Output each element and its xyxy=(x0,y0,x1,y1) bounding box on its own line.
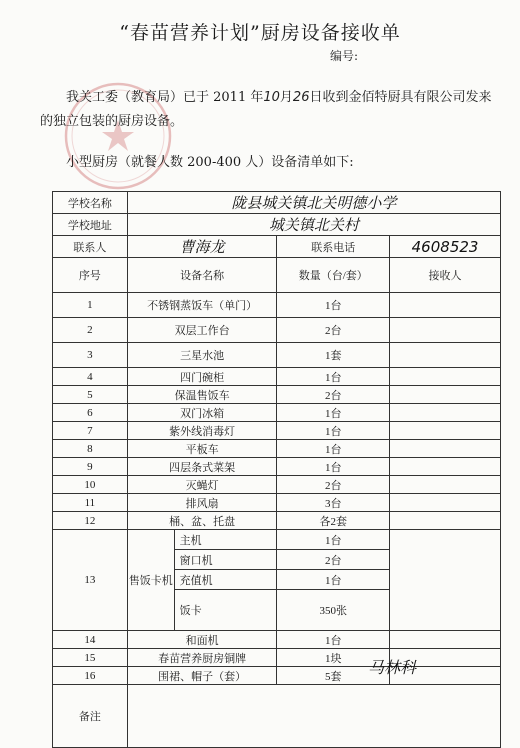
row-quantity: 1台 xyxy=(277,458,390,476)
row-quantity: 1块 xyxy=(277,649,390,667)
row-quantity: 3台 xyxy=(277,494,390,512)
sub-equipment: 窗口机 xyxy=(174,550,277,570)
handwritten-day: 26 xyxy=(292,90,310,105)
row-no: 1 xyxy=(53,293,128,318)
row-no: 4 xyxy=(53,368,128,386)
row-equipment: 四层条式菜架 xyxy=(127,458,277,476)
row-quantity: 1台 xyxy=(277,368,390,386)
row-equipment: 双门冰箱 xyxy=(127,404,277,422)
page-title: “春苗营养计划”厨房设备接收单 xyxy=(119,22,401,44)
row-equipment: 围裙、帽子（套） xyxy=(127,667,277,685)
row-equipment: 三星水池 xyxy=(127,343,277,368)
phone-label: 联系电话 xyxy=(277,236,390,258)
row-quantity: 1台 xyxy=(277,422,390,440)
row-equipment: 和面机 xyxy=(127,631,277,649)
sub-equipment: 主机 xyxy=(174,530,277,550)
receiver-signature: 马林科 xyxy=(368,658,417,677)
row-no: 11 xyxy=(53,494,128,512)
row-quantity: 2台 xyxy=(277,386,390,404)
row-receiver xyxy=(390,386,501,404)
row-quantity: 各2套 xyxy=(277,512,390,530)
row-equipment: 排风扇 xyxy=(127,494,277,512)
row-quantity: 5套 xyxy=(277,667,390,685)
row-equipment: 四门碗柜 xyxy=(127,368,277,386)
row-quantity: 2台 xyxy=(277,550,390,570)
statement-month-unit: 月 xyxy=(279,90,293,105)
row-quantity: 1台 xyxy=(277,440,390,458)
row-receiver xyxy=(390,440,501,458)
row-receiver xyxy=(390,512,501,530)
receipt-statement xyxy=(40,86,500,134)
row-no: 8 xyxy=(53,440,128,458)
row-equipment: 紫外线消毒灯 xyxy=(127,422,277,440)
row-receiver xyxy=(390,494,501,512)
row-no: 6 xyxy=(53,404,128,422)
row-receiver xyxy=(390,368,501,386)
row-no: 7 xyxy=(53,422,128,440)
row-receiver xyxy=(390,343,501,368)
row-receiver xyxy=(390,476,501,494)
remark-field xyxy=(127,685,500,748)
handwritten-month: 10 xyxy=(263,90,280,105)
column-header-receiver: 接收人 xyxy=(390,258,501,293)
row-no: 2 xyxy=(53,318,128,343)
school-name-value: 陇县城关镇北关明德小学 xyxy=(127,192,500,214)
row-receiver xyxy=(390,404,501,422)
statement-text-end: 日收到金佰特厨具有限公司发来的独立包装的厨房设备。 xyxy=(40,90,492,129)
row-quantity: 1台 xyxy=(277,404,390,422)
row-equipment: 春苗营养厨房铜牌 xyxy=(127,649,277,667)
row-no: 12 xyxy=(53,512,128,530)
sub-equipment: 饭卡 xyxy=(174,590,277,631)
equipment-table xyxy=(52,191,501,748)
phone-value: 4608523 xyxy=(390,236,501,258)
row-no: 16 xyxy=(53,667,128,685)
row-no: 3 xyxy=(53,343,128,368)
column-header-name: 设备名称 xyxy=(127,258,277,293)
sub-equipment: 充值机 xyxy=(174,570,277,590)
row-no: 10 xyxy=(53,476,128,494)
list-intro: 小型厨房（就餐人数 200-400 人）设备清单如下: xyxy=(66,155,354,170)
row-quantity: 1台 xyxy=(277,570,390,590)
row-equipment: 保温售饭车 xyxy=(127,386,277,404)
contact-label: 联系人 xyxy=(53,236,128,258)
row-receiver xyxy=(390,530,501,631)
row-receiver xyxy=(390,318,501,343)
row-no: 9 xyxy=(53,458,128,476)
row-equipment: 平板车 xyxy=(127,440,277,458)
row-equipment: 不锈钢蒸饭车（单门） xyxy=(127,293,277,318)
school-address-label: 学校地址 xyxy=(53,214,128,236)
remark-label: 备注 xyxy=(53,685,128,748)
row-equipment: 灭蝇灯 xyxy=(127,476,277,494)
row-equipment: 双层工作台 xyxy=(127,318,277,343)
column-header-no: 序号 xyxy=(53,258,128,293)
row-no: 5 xyxy=(53,386,128,404)
row-no: 15 xyxy=(53,649,128,667)
row-receiver xyxy=(390,631,501,649)
statement-text-start: 我关工委（教育局）已于 2011 年 xyxy=(66,90,264,105)
row-receiver xyxy=(390,293,501,318)
row-equipment: 桶、盆、托盘 xyxy=(127,512,277,530)
document-number-label: 编号: xyxy=(330,49,359,63)
row-quantity: 1台 xyxy=(277,631,390,649)
row-quantity: 350张 xyxy=(277,590,390,631)
row-quantity: 2台 xyxy=(277,318,390,343)
row-receiver xyxy=(390,422,501,440)
contact-value: 曹海龙 xyxy=(127,236,277,258)
school-name-label: 学校名称 xyxy=(53,192,128,214)
column-header-qty: 数量（台/套） xyxy=(277,258,390,293)
row-no: 13 xyxy=(53,530,128,631)
school-address-value: 城关镇北关村 xyxy=(127,214,500,236)
row-receiver xyxy=(390,458,501,476)
row-quantity: 1台 xyxy=(277,530,390,550)
row-quantity: 1套 xyxy=(277,343,390,368)
row-quantity: 1台 xyxy=(277,293,390,318)
card-machine-group: 售饭卡机 xyxy=(127,530,174,631)
row-quantity: 2台 xyxy=(277,476,390,494)
row-no: 14 xyxy=(53,631,128,649)
